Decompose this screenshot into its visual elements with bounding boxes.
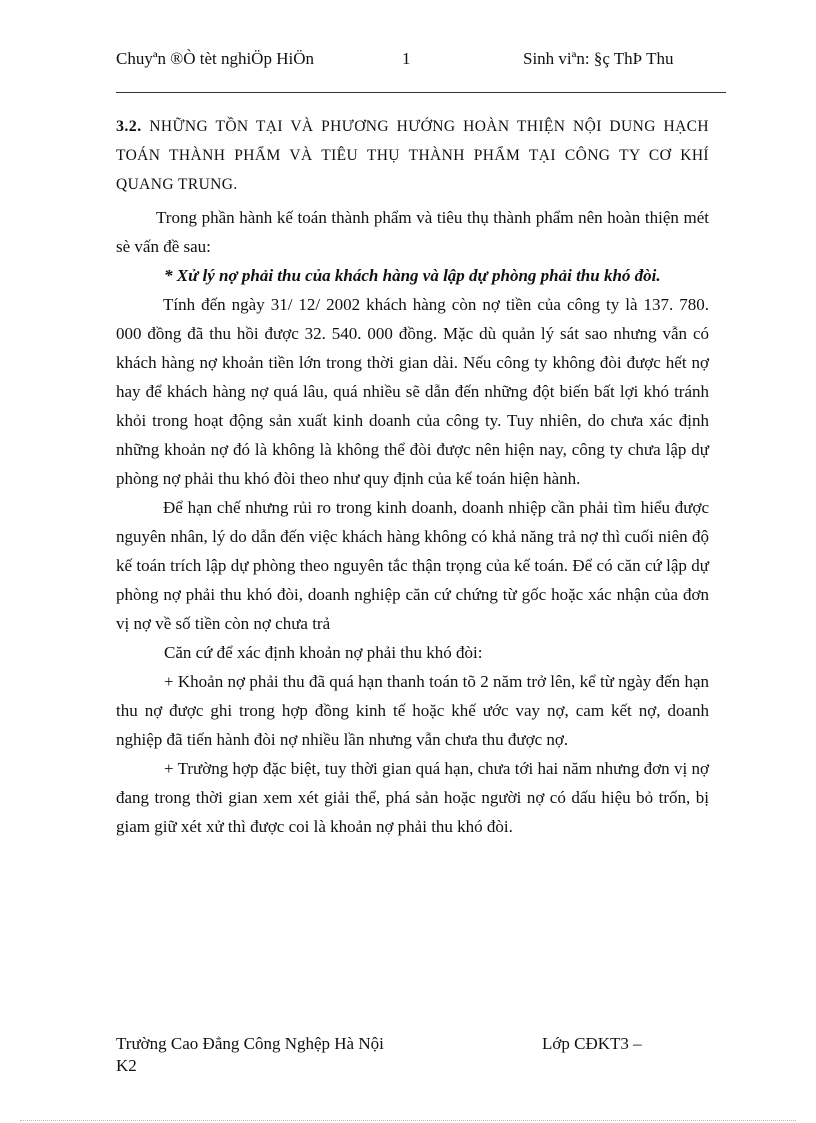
paragraph-risk-limiting: Để hạn chế nhưng rủi ro trong kinh doanh, doanh nhiệp cần phải tìm hiểu được nguyên nhân, lý do dẫn đến việc khách hàng không có khả năng trả nợ thì cuối niên độ kế toán trích lập dự phòng theo nguyên tắc thận trọng của kế toán. Để có căn cứ lập dự phòng nợ phải thu khó đòi, doanh nghiệp căn cứ chứng từ gốc hoặc xác nhận của đơn vị nợ về số tiền còn nợ chưa trả [116,498,709,633]
section-number: 3.2. [116,118,142,135]
section-title: NHỮNG TỒN TẠI VÀ PHƯƠNG HƯỚNG HOÀN THIỆN NỘI DUNG HẠCH TOÁN THÀNH PHẨM VÀ TIÊU THỤ THÀNH PHẨM TẠI CÔNG TY CƠ KHÍ QUANG TRUNG. [116,118,709,193]
section-heading [116,112,709,199]
header-thesis-title: Chuyªn ®Ò tèt nghiÖp HiÖn [116,49,314,68]
header-student-name: Sinh viªn: §ç ThÞ Thu [523,49,674,68]
subsection-title: * Xử lý nợ phải thu của khách hàng và lập dự phòng phải thu khó đòi. [164,266,661,285]
criteria-item-special-case: + Trường hợp đặc biệt, tuy thời gian quá hạn, chưa tới hai năm nhưng đơn vị nợ đang trong thời gian xem xét giải thể, phá sản hoặc người nợ có dấu hiệu bỏ trốn, bị giam giữ xét xử thì được coi là khoản nợ phải thu khó đòi. [116,759,709,836]
footer-class-continuation: K2 [116,1056,137,1075]
page-header [116,48,726,93]
criteria-item-overdue: + Khoản nợ phải thu đã quá hạn thanh toán tõ 2 năm trở lên, kể từ ngày đến hạn thu nợ được ghi trong hợp đồng kinh tế hoặc khế ước vay nợ, cam kết nợ, doanh nghiệp đã tiến hành đòi nợ nhiều lần nhưng vẫn chưa thu được nợ. [116,672,709,749]
paragraph-criteria-intro: Căn cứ để xác định khoản nợ phải thu khó đòi: [164,643,483,662]
intro-paragraph: Trong phần hành kế toán thành phẩm và tiêu thụ thành phẩm nên hoàn thiện mét sè vấn đề sau: [116,208,709,256]
paragraph-debt-status: Tính đến ngày 31/ 12/ 2002 khách hàng còn nợ tiền của công ty là 137. 780. 000 đồng đã thu hồi được 32. 540. 000 đồng. Mặc dù quản lý sát sao nhưng vẫn có khách hàng nợ khoản tiền lớn trong thời gian dài. Nếu công ty không đòi được hết nợ hay để khách hàng nợ quá lâu, quá nhiều sẽ dẫn đến những đột biến bất lợi khó tránh khỏi trong hoạt động sản xuất kinh doanh của công ty. Tuy nhiên, do chưa xác định những khoản nợ đó là không là không thể đòi được nên hiện nay, công ty chưa lập dự phòng nợ phải thu khó đòi theo như quy định của kế toán hiện hành. [116,295,709,488]
page-body [116,112,709,841]
page-bottom-divider [20,1120,796,1121]
footer-school-name: Trường Cao Đẳng Công Nghệp Hà Nội [116,1034,384,1053]
footer-class-name: Lớp CĐKT3 – [542,1034,642,1053]
header-page-number: 1 [402,49,411,68]
